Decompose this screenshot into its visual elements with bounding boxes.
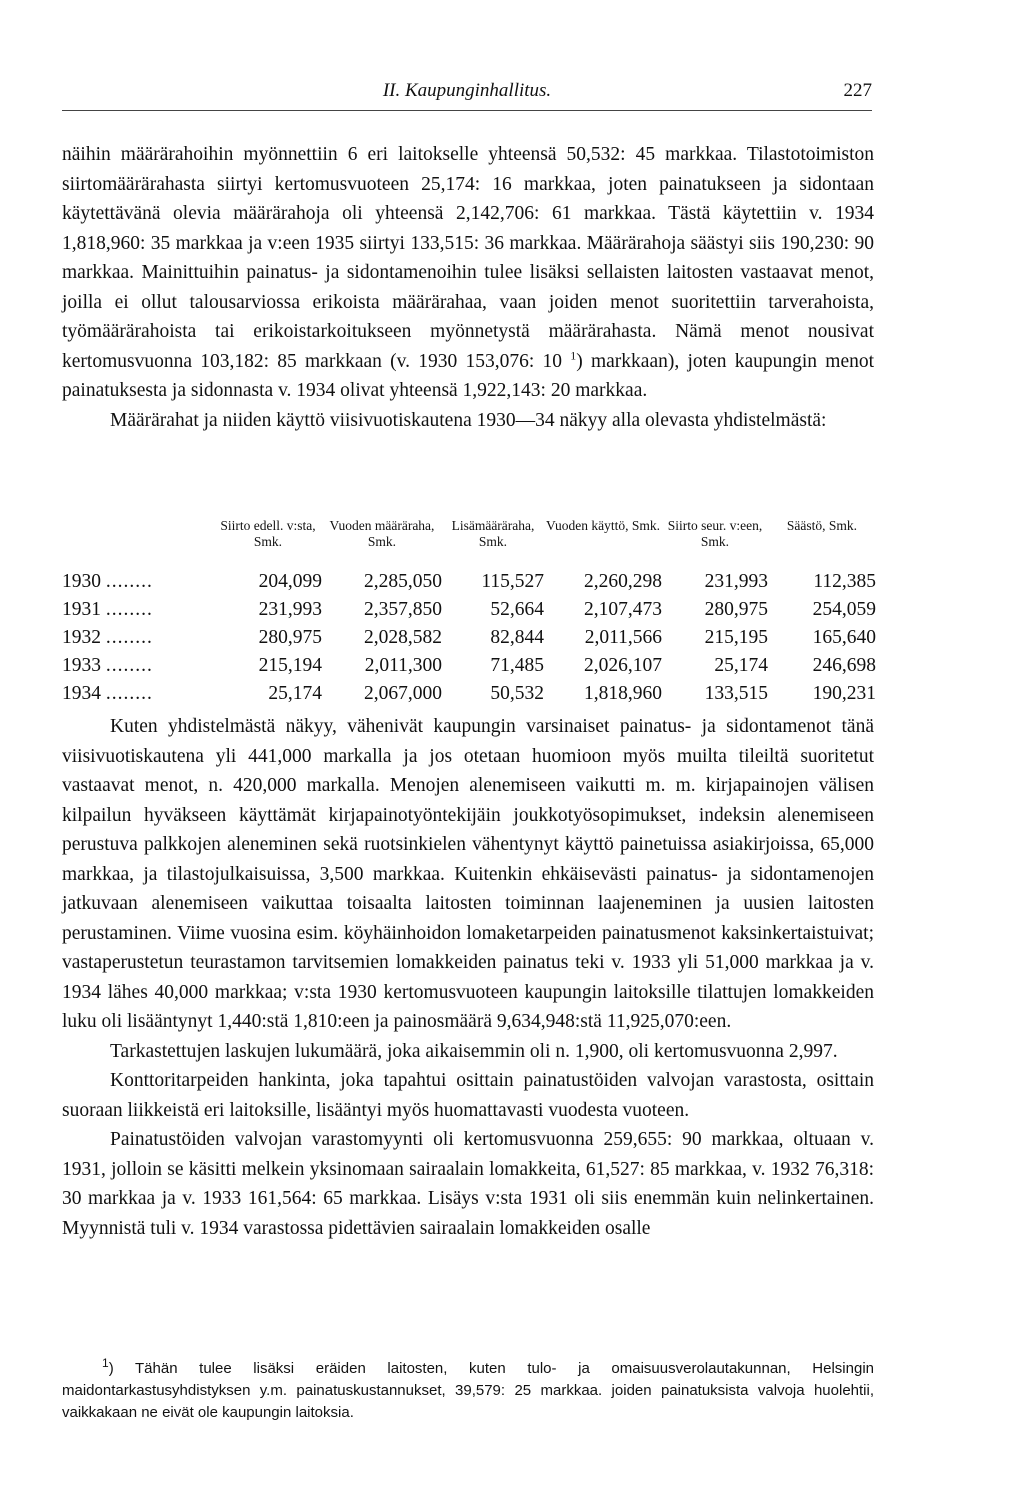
table-cell: 215,195 <box>704 627 768 648</box>
main-text <box>62 712 874 1243</box>
paragraph <box>62 140 874 406</box>
table-cell: 2,011,566 <box>584 627 662 648</box>
table-cell: 82,844 <box>490 627 544 648</box>
table-cell: 280,975 <box>704 599 768 620</box>
chapter-title: II. Kaupunginhallitus. <box>382 80 552 101</box>
table-cell: 204,099 <box>258 571 322 592</box>
table-cell: 2,026,107 <box>584 655 662 676</box>
table-cell: 115,527 <box>481 571 544 592</box>
table-cell: 2,011,300 <box>364 655 442 676</box>
table-cell: 231,993 <box>704 571 768 592</box>
table-cell: 2,260,298 <box>584 571 662 592</box>
table-cell: 25,174 <box>714 655 768 676</box>
table-cell: 165,640 <box>812 627 876 648</box>
table-cell: 2,107,473 <box>584 599 662 620</box>
table-row <box>62 680 876 708</box>
table-cell: 190,231 <box>812 683 876 704</box>
table-cell: 254,059 <box>812 599 876 620</box>
column-header-year <box>62 518 214 568</box>
footnote-text: $^1$) Tähän tulee lisäksi eräiden laitosten, kuten tulo- ja omaisuusverolautakunnan, Helsingin maidontarkastusyhdistyksen y.m. painatuskustannukset, 39,579: 25 markkaa. joiden painatuksista valvoja huolehtii, vaikkakaan ne eivät ole kaupungin laitoksia. <box>62 1356 874 1421</box>
table-header-row <box>62 518 876 568</box>
table-cell: 2,357,850 <box>364 599 442 620</box>
table-cell: 2,028,582 <box>364 627 442 648</box>
table-cell: 1,818,960 <box>584 683 662 704</box>
column-header: Lisämääräraha, Smk. <box>451 518 535 549</box>
table-cell: 231,993 <box>258 599 322 620</box>
year-cell: 1933 ........ <box>62 655 153 676</box>
year-cell: 1930 ........ <box>62 571 153 592</box>
paragraph: Tarkastettujen laskujen lukumäärä, joka aikaisemmin oli n. 1,900, oli kertomusvuonna 2,997. <box>110 1040 838 1062</box>
intro-text <box>62 140 874 435</box>
table-cell: 52,664 <box>490 599 544 620</box>
footnote <box>62 1358 874 1424</box>
year-cell: 1934 ........ <box>62 683 153 704</box>
paragraph: Konttoritarpeiden hankinta, joka tapahtui osittain painatustöiden valvojan varastosta, osittain suoraan liikkeistä eri laitoksille, lisääntyi myös huomattavasti vuodesta vuoteen. <box>62 1070 874 1121</box>
column-header: Säästö, Smk. <box>786 518 858 533</box>
column-header: Siirto edell. v:sta, Smk. <box>220 518 316 549</box>
column-header: Siirto seur. v:een, Smk. <box>667 518 763 549</box>
appropriations-table <box>62 518 876 708</box>
footnote-ref: 1 <box>570 348 577 362</box>
page-number: 227 <box>843 80 872 101</box>
table-row <box>62 596 876 624</box>
paragraph-text: ) markkaan), joten kaupungin menot painatuksesta ja sidonnasta v. 1934 olivat yhteensä 1,922,143: 20 markkaa. <box>62 350 875 401</box>
table-cell: 50,532 <box>490 683 544 704</box>
table-cell: 25,174 <box>268 683 322 704</box>
table-cell: 215,194 <box>258 655 322 676</box>
table-cell: 133,515 <box>704 683 768 704</box>
running-header <box>62 80 872 111</box>
table-cell: 246,698 <box>812 655 876 676</box>
table-cell: 2,067,000 <box>364 683 442 704</box>
paragraph: Kuten yhdistelmästä näkyy, vähenivät kaupungin varsinaiset painatus- ja sidontamenot tänä viisivuotiskautena yli 441,000 markalla ja jos otetaan huomioon myös muilta tileiltä suoritetut vastaavat menot, n. 420,000 markalla. Menojen alenemiseen vaikutti m. m. kirjapainojen välisen kilpailun hyväkseen käyttämät kirjapainotyöntekijäin joukkotyösopimukset, indeksin alenemiseen perustuva palkkojen aleneminen sekä ruotsinkielen vähentynyt käyttö painetuissa asiakirjoissa, 65,000 markkaa, ja tilastojulkaisuissa, 3,500 markkaa. Kuitenkin ehkäisevästi painatus- ja sidontamenojen jatkuvaan alenemiseen vaikuttaa toisaalta laitosten toiminnan laajeneminen ja uusien laitosten perustaminen. Viime vuosina esim. köyhäinhoidon lomaketarpeiden painatusmenot kaksinkertaistuivat; vastaperustetun teurastamon tarvitsemien lomakkeiden painatus teki v. 1933 yli 51,000 markkaa ja v. 1934 lähes 40,000 markkaa; v:sta 1930 kertomusvuoteen kaupungin laitoksille tilattujen lomakkeiden luku oli lisääntynyt 1,440:stä 1,810:een ja painosmäärä 9,634,948:stä 11,925,070:een. <box>62 716 874 1032</box>
table-row <box>62 652 876 680</box>
column-header: Vuoden määräraha, Smk. <box>329 518 435 549</box>
table-cell: 280,975 <box>258 627 322 648</box>
paragraph: Määrärahat ja niiden käyttö viisivuotiskautena 1930—34 näkyy alla olevasta yhdistelmästä: <box>110 409 827 431</box>
paragraph: Painatustöiden valvojan varastomyynti oli kertomusvuonna 259,655: 90 markkaa, oltuaan v. 1931, jolloin se käsitti melkein yksinomaan sairaalain lomakkeita, 61,527: 85 markkaa, v. 1932 76,318: 30 markkaa ja v. 1933 161,564: 65 markkaa. Lisäys v:sta 1931 oli siis enemmän kuin nelinkertainen. Myynnistä tuli v. 1934 varastossa pidettävien sairaalain lomakkeiden osalle <box>62 1129 874 1239</box>
year-cell: 1931 ........ <box>62 599 153 620</box>
year-cell: 1932 ........ <box>62 627 153 648</box>
table-row <box>62 568 876 596</box>
table-row <box>62 624 876 652</box>
paragraph-text: näihin määrärahoihin myönnettiin 6 eri laitokselle yhteensä 50,532: 45 markkaa. Tilastotoimiston siirtomäärärahasta siirtyi kertomusvuoteen 25,174: 16 markkaa, joten painatukseen ja sidontaan käytettävänä olevia määrärahoja oli yhteensä 2,142,706: 61 markkaa. Tästä käytettiin v. 1934 1,818,960: 35 markkaa ja v:een 1935 siirtyi 133,515: 36 markkaa. Määrärahoja säästyi siis 190,230: 90 markkaa. Mainittuihin painatus- ja sidontamenoihin tulee lisäksi sellaisten laitosten vastaavat menot, joilla ei ollut talousarviossa erikoista määrärahaa, vaan joiden menot suoritettiin tarverahoista, työmäärärahoista tai erikoistarkoitukseen myönnetystä määrärahasta. Nämä menot nousivat kertomusvuonna 103,182: 85 markkaan (v. 1930 153,076: 10 <box>62 144 874 372</box>
table-cell: 71,485 <box>490 655 544 676</box>
column-header: Vuoden käyttö, Smk. <box>546 518 660 533</box>
table-cell: 112,385 <box>813 571 876 592</box>
table-cell: 2,285,050 <box>364 571 442 592</box>
footnote-marker: 1 <box>102 1356 109 1370</box>
